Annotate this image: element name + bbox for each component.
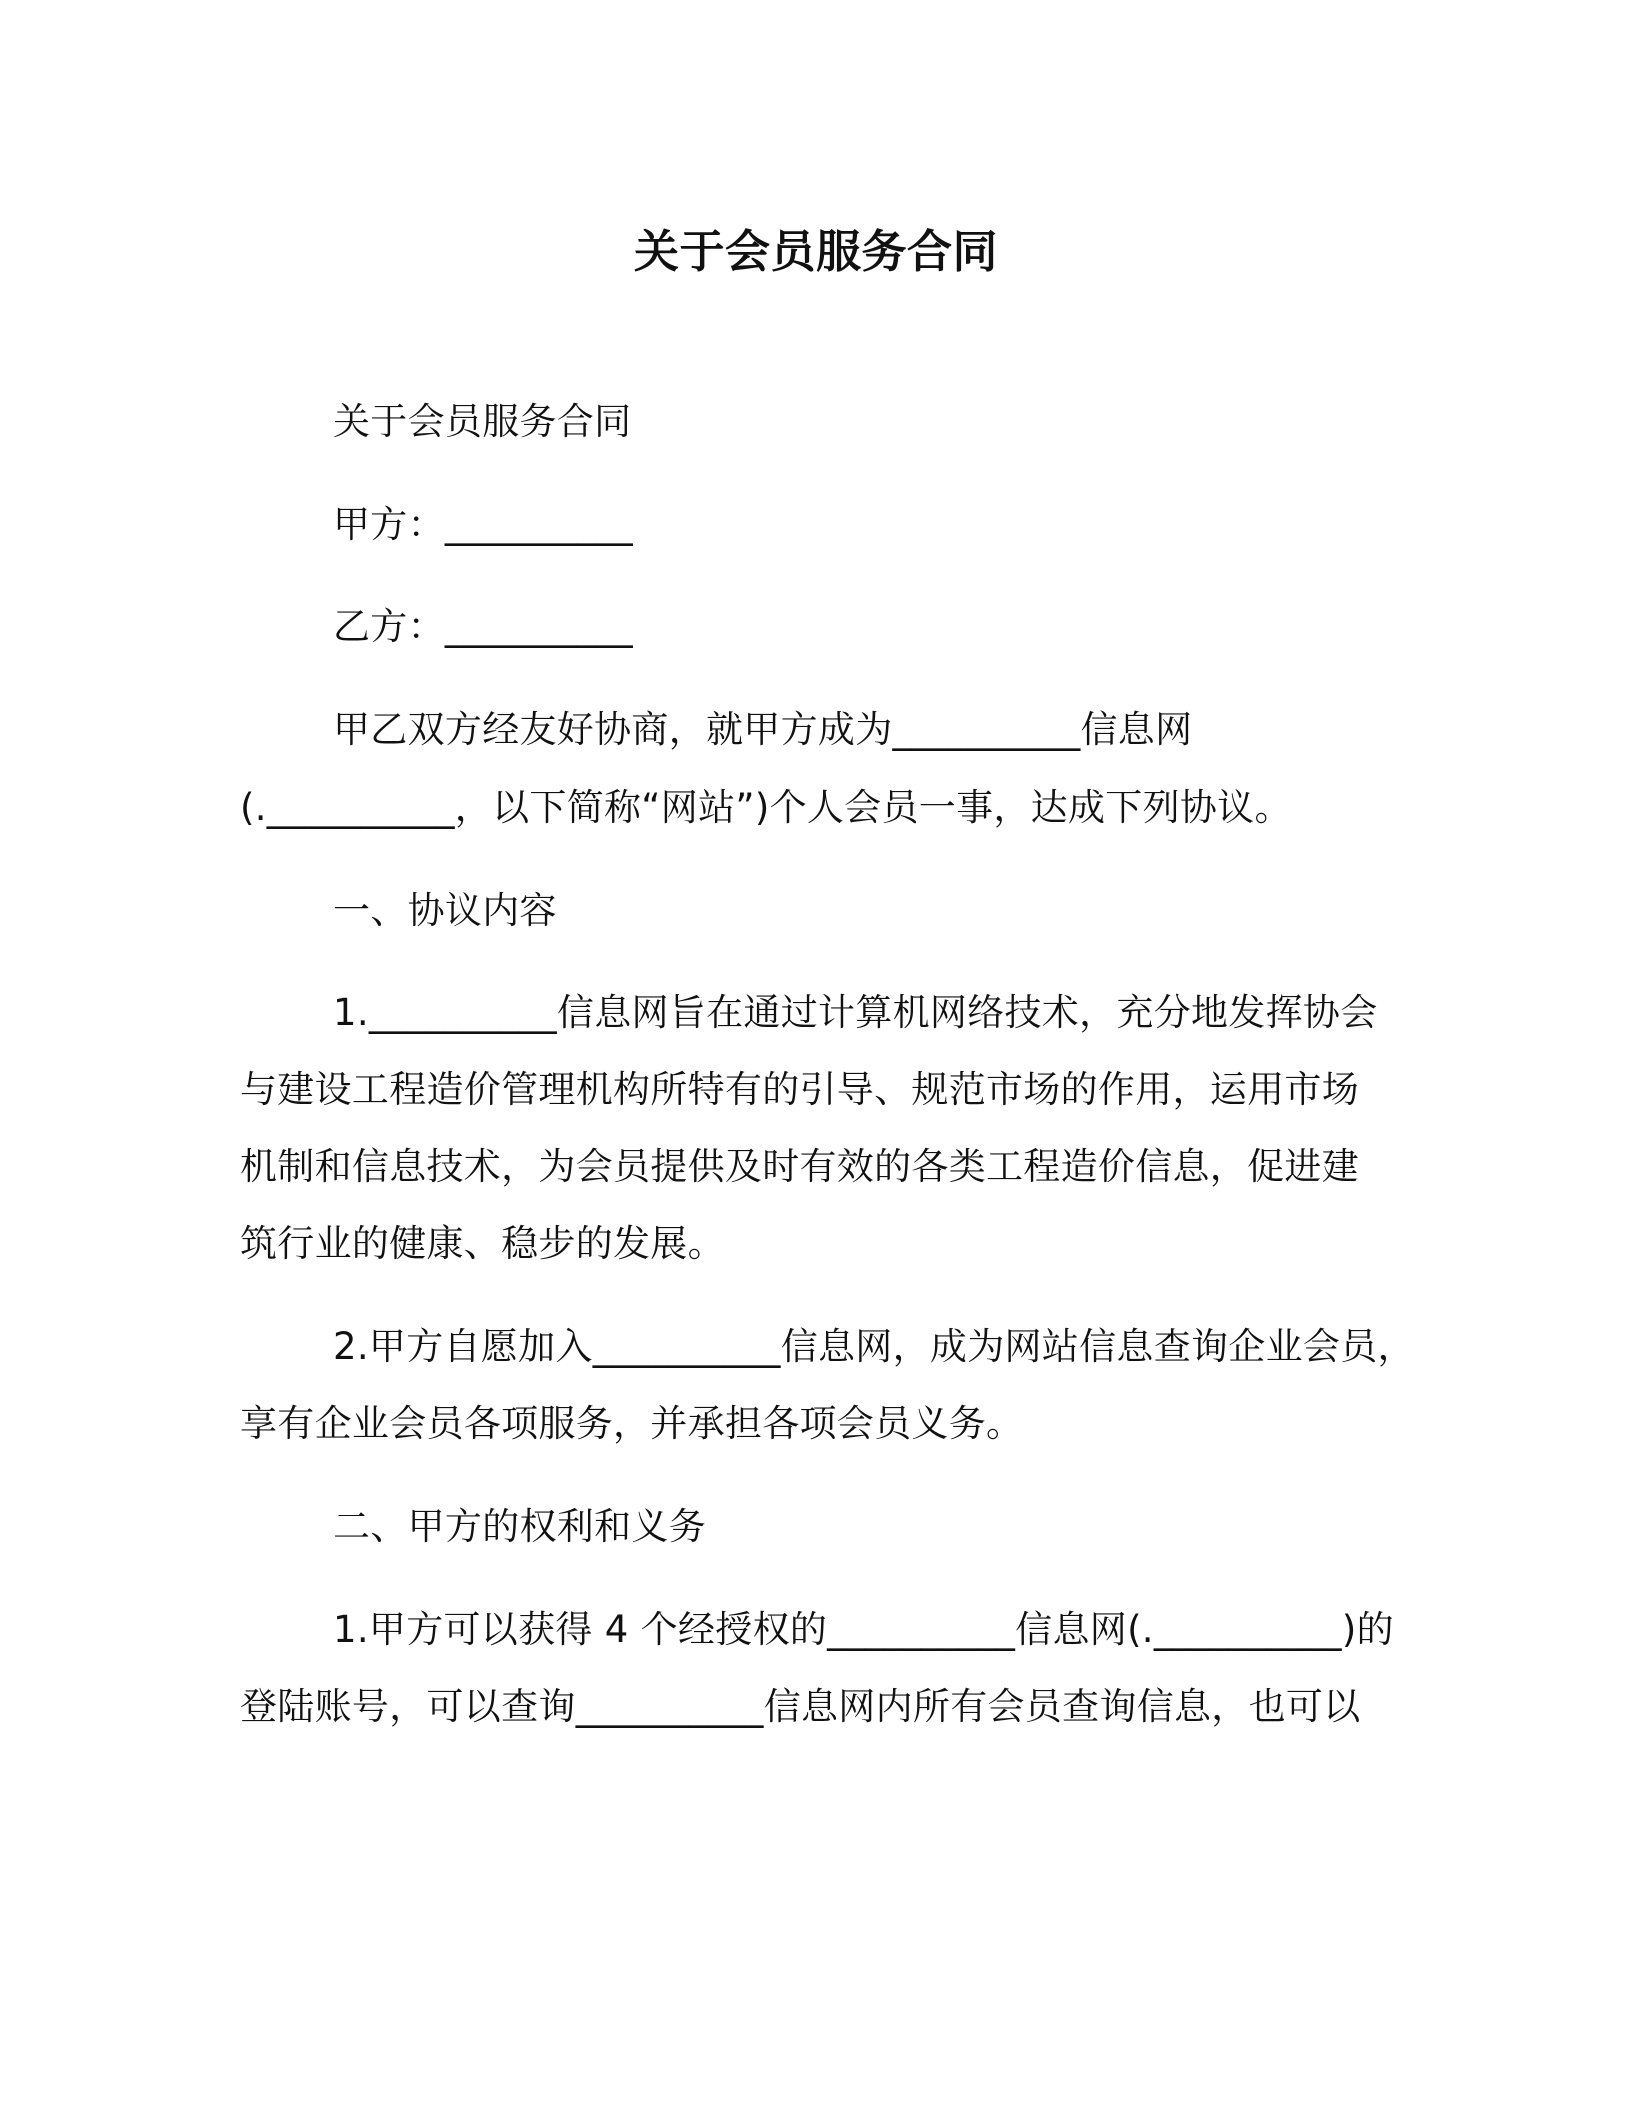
section-heading-1: 一、协议内容 xyxy=(333,889,557,932)
clause-1-1-line-3: 机制和信息技术，为会员提供及时有效的各类工程造价信息，促进建 xyxy=(240,1145,1359,1188)
party-b-line: 乙方：__________ xyxy=(333,605,633,648)
clause-1-1-line-4: 筑行业的健康、稳步的发展。 xyxy=(240,1222,725,1265)
clause-1-2-line-1: 2.甲方自愿加入__________信息网，成为网站信息查询企业会员， xyxy=(333,1325,1415,1368)
document-title: 关于会员服务合同 xyxy=(633,225,998,278)
clause-2-1-line-1: 1.甲方可以获得 4 个经授权的__________信息网(.__________)的 xyxy=(333,1608,1394,1651)
clause-1-1-line-2: 与建设工程造价管理机构所特有的引导、规范市场的作用，运用市场 xyxy=(240,1068,1359,1111)
clause-1-1-line-1: 1.__________信息网旨在通过计算机网络技术，充分地发挥协会 xyxy=(333,991,1378,1034)
subtitle-line: 关于会员服务合同 xyxy=(333,400,632,443)
party-a-line: 甲方：__________ xyxy=(333,503,633,546)
section-heading-2: 二、甲方的权利和义务 xyxy=(333,1505,706,1548)
clause-1-2-line-2: 享有企业会员各项服务，并承担各项会员义务。 xyxy=(240,1402,1024,1445)
intro-paragraph-line-1: 甲乙双方经友好协商，就甲方成为__________信息网 xyxy=(333,708,1193,751)
clause-2-1-line-2: 登陆账号，可以查询__________信息网内所有会员查询信息，也可以 xyxy=(240,1685,1361,1728)
intro-paragraph-line-2: (.__________，以下简称“网站”)个人会员一事，达成下列协议。 xyxy=(240,786,1292,829)
